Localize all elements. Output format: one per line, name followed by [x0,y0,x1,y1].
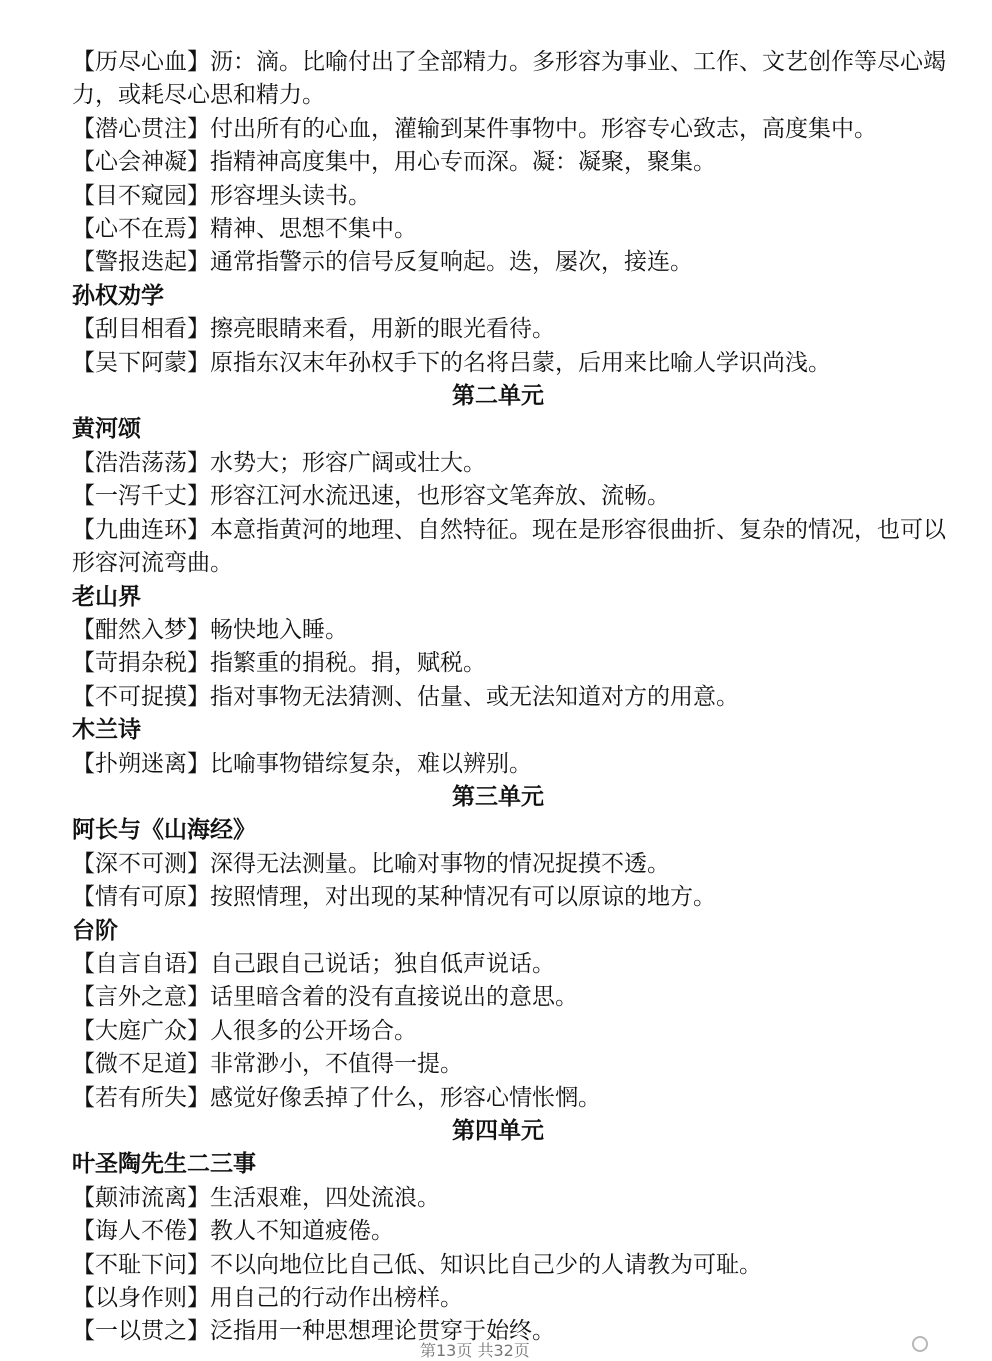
idiom-term: 心会神凝 [95,149,187,176]
bracket-open: 【 [72,182,95,209]
bracket-open: 【 [72,750,95,777]
bracket-close: 】 [187,249,210,276]
bracket-close: 】 [187,316,210,343]
idiom-definition: 按照情理，对出现的某种情况有可以原谅的地方。 [210,884,716,911]
idiom-entry [72,46,952,113]
idiom-term: 潜心贯注 [95,115,187,142]
bracket-open: 【 [72,616,95,643]
idiom-entry [72,948,952,981]
idiom-definition: 泛指用一种思想理论贯穿于始终。 [210,1318,555,1345]
idiom-term: 颠沛流离 [95,1184,187,1211]
idiom-term: 深不可测 [95,850,187,877]
idiom-term: 酣然入梦 [95,616,187,643]
idiom-entry [72,1282,952,1315]
idiom-definition: 比喻事物错综复杂，难以辨别。 [210,750,532,777]
idiom-entry [72,647,952,680]
lesson-heading: 木兰诗 [72,717,141,744]
lesson-heading: 老山界 [72,583,141,610]
idiom-definition: 付出所有的心血，灌输到某件事物中。形容专心致志，高度集中。 [210,115,877,142]
idiom-term: 一泻千丈 [95,483,187,510]
bracket-open: 【 [72,483,95,510]
lesson-heading: 叶圣陶先生二三事 [72,1151,256,1178]
idiom-entry [72,848,952,881]
bracket-close: 】 [187,616,210,643]
bracket-close: 】 [187,1251,210,1278]
idiom-entry [72,347,952,380]
bracket-open: 【 [72,349,95,376]
idiom-definition: 指繁重的捐税。捐，赋税。 [210,650,486,677]
idiom-entry [72,146,952,179]
idiom-definition: 水势大；形容广阔或壮大。 [210,449,486,476]
lesson-heading: 孙权劝学 [72,282,164,309]
lesson-heading: 黄河颂 [72,416,141,443]
bracket-open: 【 [72,49,95,75]
idiom-entry [72,213,952,246]
idiom-term: 一以贯之 [95,1318,187,1345]
bracket-close: 】 [187,984,210,1011]
idiom-definition: 深得无法测量。比喻对事物的情况捉摸不透。 [210,850,670,877]
bracket-close: 】 [187,349,210,376]
idiom-term: 微不足道 [95,1051,187,1078]
bracket-open: 【 [72,516,95,543]
bracket-close: 】 [187,516,210,543]
idiom-term: 自言自语 [95,950,187,977]
idiom-term: 九曲连环 [95,516,187,543]
idiom-definition: 生活艰难，四处流浪。 [210,1184,440,1211]
bracket-close: 】 [187,1017,210,1044]
idiom-term: 刮目相看 [95,316,187,343]
idiom-term: 苛捐杂税 [95,650,187,677]
idiom-definition: 自己跟自己说话；独自低声说话。 [210,950,555,977]
idiom-term: 扑朔迷离 [95,750,187,777]
idiom-definition: 形容埋头读书。 [210,182,371,209]
idiom-entry [72,514,952,581]
idiom-definition: 感觉好像丢掉了什么，形容心情怅惘。 [210,1084,601,1111]
bracket-close: 】 [187,1084,210,1111]
idiom-term: 心不在焉 [95,216,187,243]
idiom-definition: 畅快地入睡。 [210,616,348,643]
idiom-term: 不可捉摸 [95,683,187,710]
bracket-open: 【 [72,115,95,142]
idiom-definition: 形容江河水流迅速，也形容文笔奔放、流畅。 [210,483,670,510]
bracket-close: 】 [187,483,210,510]
bracket-close: 】 [187,850,210,877]
idiom-entry [72,681,952,714]
idiom-term: 浩浩荡荡 [95,449,187,476]
bracket-open: 【 [72,884,95,911]
idiom-entry [72,246,952,279]
idiom-term: 诲人不倦 [95,1218,187,1245]
idiom-entry [72,881,952,914]
bracket-close: 】 [187,950,210,977]
bracket-close: 】 [187,1318,210,1345]
unit-heading: 第二单元 [452,383,544,410]
bracket-open: 【 [72,1051,95,1078]
idiom-definition: 原指东汉末年孙权手下的名将吕蒙，后用来比喻人学识尚浅。 [210,349,831,376]
document-body [72,46,952,1349]
idiom-definition: 通常指警示的信号反复响起。迭，屡次，接连。 [210,249,693,276]
bracket-open: 【 [72,1017,95,1044]
idiom-entry [72,1215,952,1248]
bracket-close: 】 [187,1051,210,1078]
bracket-close: 】 [187,884,210,911]
bracket-open: 【 [72,216,95,243]
idiom-term: 目不窥园 [95,182,187,209]
bracket-open: 【 [72,449,95,476]
unit-heading: 第三单元 [452,783,544,810]
idiom-entry [72,480,952,513]
idiom-definition: 教人不知道疲倦。 [210,1218,394,1245]
idiom-definition: 本意指黄河的地理、自然特征。现在是形容很曲折、复杂的情况，也可以形容河流弯曲。 [72,516,946,577]
bracket-close: 】 [187,1285,210,1312]
idiom-definition: 精神、思想不集中。 [210,216,417,243]
bracket-open: 【 [72,149,95,176]
idiom-term: 吴下阿蒙 [95,349,187,376]
bracket-open: 【 [72,1251,95,1278]
idiom-definition: 指精神高度集中，用心专而深。凝：凝聚，聚集。 [210,149,716,176]
idiom-term: 以身作则 [95,1285,187,1312]
unit-heading: 第四单元 [452,1118,544,1144]
idiom-term: 若有所失 [95,1084,187,1111]
idiom-definition: 人很多的公开场合。 [210,1017,417,1044]
lesson-heading: 阿长与《山海经》 [72,817,256,844]
bracket-open: 【 [72,1318,95,1345]
bracket-open: 【 [72,1218,95,1245]
bracket-open: 【 [72,249,95,276]
idiom-term: 情有可原 [95,884,187,911]
idiom-entry [72,1082,952,1115]
bracket-open: 【 [72,683,95,710]
idiom-entry [72,313,952,346]
bracket-open: 【 [72,1084,95,1111]
idiom-term: 历尽心血 [95,49,187,75]
idiom-definition: 不以向地位比自己低、知识比自己少的人请教为可耻。 [210,1251,762,1278]
page-footer: 第13页 共32页 [420,1341,530,1360]
bracket-open: 【 [72,316,95,343]
bracket-close: 】 [187,182,210,209]
idiom-entry [72,1048,952,1081]
bracket-close: 】 [187,683,210,710]
bracket-close: 】 [187,650,210,677]
bracket-close: 】 [187,216,210,243]
idiom-term: 警报迭起 [95,249,187,276]
idiom-entry [72,614,952,647]
idiom-definition: 擦亮眼睛来看，用新的眼光看待。 [210,316,555,343]
bracket-close: 】 [187,1218,210,1245]
bracket-open: 【 [72,984,95,1011]
idiom-definition: 话里暗含着的没有直接说出的意思。 [210,984,578,1011]
bracket-close: 】 [187,149,210,176]
idiom-entry [72,180,952,213]
bracket-open: 【 [72,850,95,877]
idiom-definition: 用自己的行动作出榜样。 [210,1285,463,1312]
bracket-close: 】 [187,449,210,476]
bracket-open: 【 [72,650,95,677]
bracket-close: 】 [187,750,210,777]
idiom-term: 大庭广众 [95,1017,187,1044]
idiom-term: 言外之意 [95,984,187,1011]
bracket-close: 】 [187,115,210,142]
idiom-entry [72,1015,952,1048]
bracket-open: 【 [72,1285,95,1312]
idiom-definition: 指对事物无法猜测、估量、或无法知道对方的用意。 [210,683,739,710]
idiom-definition: 沥：滴。比喻付出了全部精力。多形容为事业、工作、文艺创作等尽心竭力，或耗尽心思和精力。 [72,49,946,109]
bracket-open: 【 [72,1184,95,1211]
lesson-heading: 台阶 [72,917,118,944]
idiom-entry [72,748,952,781]
idiom-entry [72,113,952,146]
idiom-term: 不耻下问 [95,1251,187,1278]
idiom-entry [72,447,952,480]
idiom-definition: 非常渺小，不值得一提。 [210,1051,463,1078]
bracket-close: 】 [187,1184,210,1211]
idiom-entry [72,1249,952,1282]
bracket-open: 【 [72,950,95,977]
idiom-entry [72,1182,952,1215]
bracket-close: 】 [187,49,210,75]
idiom-entry [72,981,952,1014]
